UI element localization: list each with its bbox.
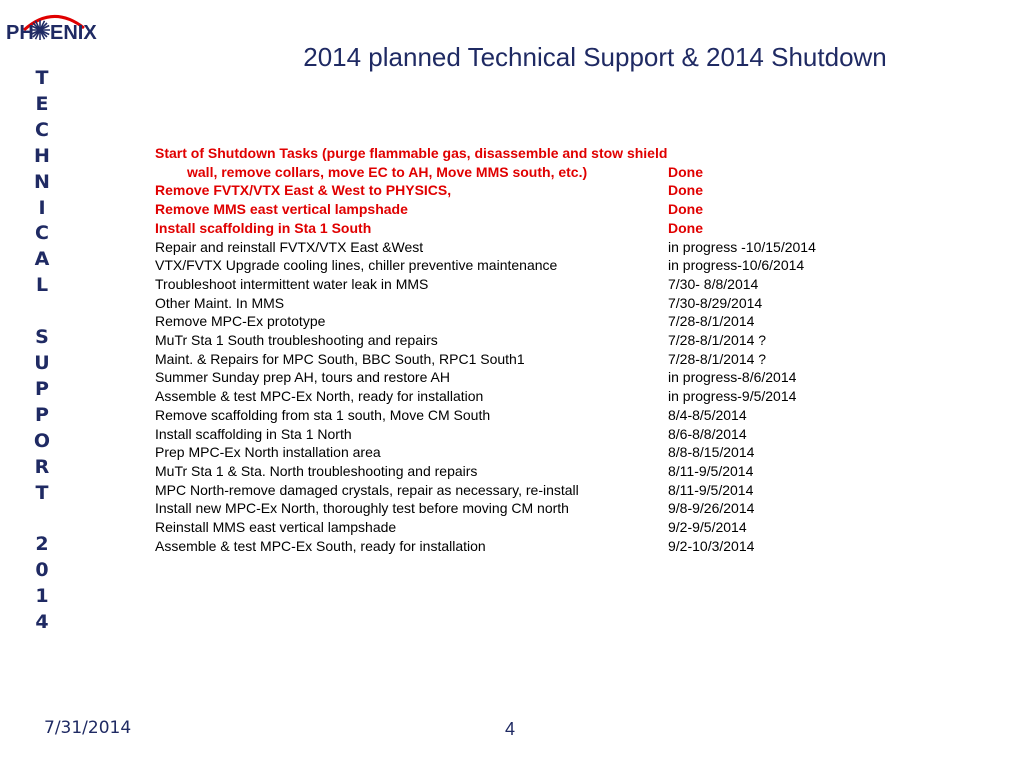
task-status: Done	[668, 219, 703, 236]
task-status: 7/30-8/29/2014	[668, 294, 763, 311]
task-row	[155, 294, 915, 313]
task-text: Maint. & Repairs for MPC South, BBC South, RPC1 South1	[155, 350, 525, 367]
task-row	[155, 200, 915, 219]
task-status: Done	[668, 201, 703, 218]
task-text: MPC North-remove damaged crystals, repair as necessary, re-install	[155, 481, 579, 498]
task-row	[155, 256, 915, 275]
task-text: Assemble & test MPC-Ex South, ready for installation	[155, 537, 486, 554]
task-status: 8/11-9/5/2014	[668, 462, 754, 479]
task-text: Prep MPC-Ex North installation area	[155, 444, 381, 461]
logo-text-left: PH	[6, 22, 34, 44]
task-status: in progress-10/6/2014	[668, 257, 805, 274]
task-text: Summer Sunday prep AH, tours and restore AH	[155, 369, 450, 386]
task-row	[155, 518, 915, 537]
task-row	[155, 481, 915, 500]
task-text: Start of Shutdown Tasks (purge flammable gas, disassemble and stow shield wall, remove collars, move EC to AH, Move MMS south, etc.)	[155, 145, 668, 180]
task-status: 8/4-8/5/2014	[668, 406, 747, 423]
task-row	[155, 238, 915, 257]
task-text: Remove MPC-Ex prototype	[155, 313, 326, 330]
side-vertical-title: T E C H N I C A L S U P P O R T 2 0 1 4	[33, 67, 51, 634]
task-row	[155, 406, 915, 425]
page-number: 4	[505, 719, 516, 739]
task-status: 7/30- 8/8/2014	[668, 275, 759, 292]
task-text: MuTr Sta 1 South troubleshooting and repairs	[155, 332, 438, 349]
task-text: Install scaffolding in Sta 1 South	[155, 219, 372, 236]
task-text: Assemble & test MPC-Ex North, ready for installation	[155, 388, 484, 405]
task-row	[155, 537, 915, 556]
task-row	[155, 275, 915, 294]
task-row	[155, 350, 915, 369]
task-row	[155, 312, 915, 331]
task-status: 9/2-9/5/2014	[668, 519, 747, 536]
task-text: Install scaffolding in Sta 1 North	[155, 425, 352, 442]
task-row	[155, 219, 915, 238]
task-status: in progress-8/6/2014	[668, 369, 797, 386]
task-row	[155, 443, 915, 462]
task-status: 7/28-8/1/2014	[668, 313, 755, 330]
task-status: 8/8-8/15/2014	[668, 444, 755, 461]
task-status: 8/11-9/5/2014	[668, 481, 754, 498]
task-text: Troubleshoot intermittent water leak in MMS	[155, 275, 429, 292]
task-text: Remove FVTX/VTX East & West to PHYSICS,	[155, 182, 452, 199]
task-row	[155, 181, 915, 200]
task-status: Done	[668, 182, 703, 199]
logo-star-icon	[29, 19, 51, 41]
task-row	[155, 462, 915, 481]
task-text: VTX/FVTX Upgrade cooling lines, chiller preventive maintenance	[155, 257, 558, 274]
task-status: 7/28-8/1/2014 ?	[668, 332, 767, 349]
task-row	[155, 425, 915, 444]
task-status: 9/2-10/3/2014	[668, 537, 755, 554]
footer-date: 7/31/2014	[44, 718, 132, 738]
task-text: MuTr Sta 1 & Sta. North troubleshooting and repairs	[155, 462, 478, 479]
task-status: in progress-9/5/2014	[668, 388, 797, 405]
task-row	[155, 368, 915, 387]
task-status: 7/28-8/1/2014 ?	[668, 350, 767, 367]
task-status: 8/6-8/8/2014	[668, 425, 747, 442]
phenix-logo	[6, 10, 106, 50]
task-text: Remove scaffolding from sta 1 south, Move CM South	[155, 406, 491, 423]
task-text: Remove MMS east vertical lampshade	[155, 201, 408, 218]
task-status: in progress -10/15/2014	[668, 238, 816, 255]
task-status: 9/8-9/26/2014	[668, 500, 755, 517]
task-status: Done	[668, 163, 703, 180]
task-row	[155, 331, 915, 350]
slide-title: 2014 planned Technical Support & 2014 Shutdown	[303, 42, 887, 72]
task-text: Other Maint. In MMS	[155, 294, 285, 311]
task-text: Repair and reinstall FVTX/VTX East &West	[155, 238, 424, 255]
task-text: Install new MPC-Ex North, thoroughly test before moving CM north	[155, 500, 569, 517]
task-row	[155, 387, 915, 406]
task-list	[155, 144, 915, 555]
task-row	[155, 144, 915, 181]
task-text: Reinstall MMS east vertical lampshade	[155, 519, 397, 536]
task-row	[155, 499, 915, 518]
logo-text-right: ENIX	[50, 22, 97, 44]
